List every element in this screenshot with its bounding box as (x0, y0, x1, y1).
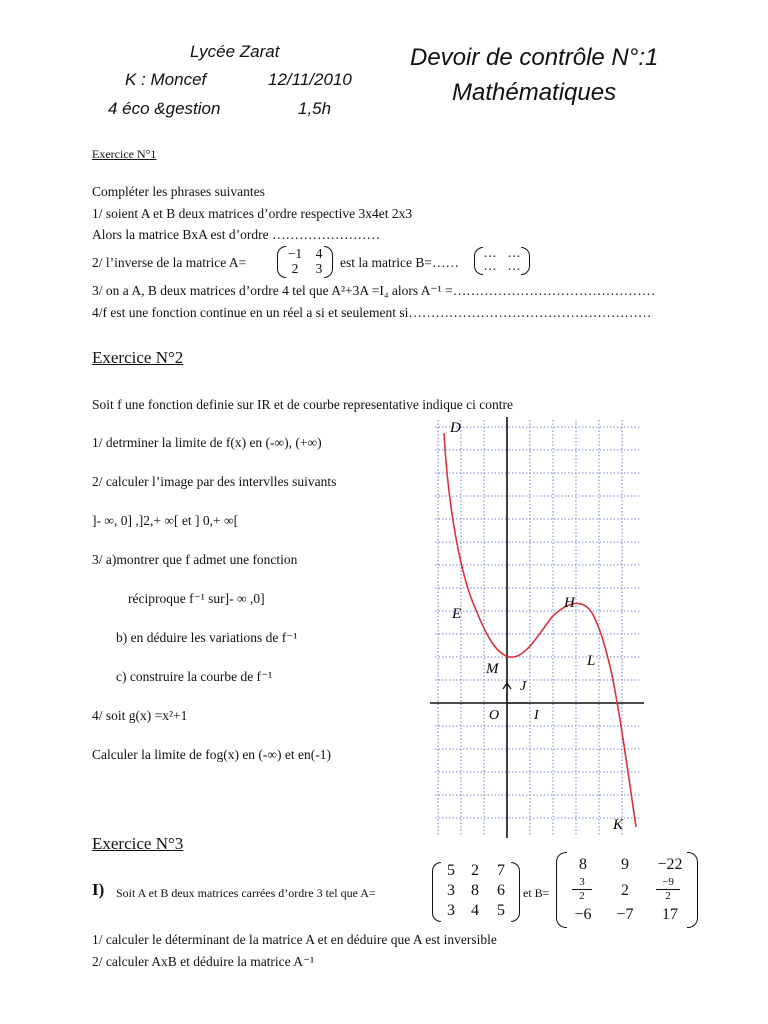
matrix-a3-cell: 5 (447, 862, 455, 879)
point-label-m: M (486, 661, 499, 677)
matrix-a-cell: −1 (287, 246, 303, 261)
matrix-b3-cell: 8 (579, 856, 587, 873)
matrix-b3-cell: −7 (616, 906, 634, 923)
exercise-1-q1a: 1/ soient A et B deux matrices d’ordre respective 3x4et 2x3 (92, 206, 413, 221)
exercise-2-heading: Exercice N°2 (92, 348, 184, 367)
matrix-a3-cell: 3 (447, 902, 455, 919)
teacher-name: K : Moncef (125, 70, 207, 89)
matrix-a-cell: 2 (291, 261, 299, 276)
matrix-a3-cell: 2 (471, 862, 479, 879)
point-label-i: I (534, 708, 539, 723)
matrix-b-cell: … (483, 258, 497, 273)
point-label-d: D (450, 420, 461, 436)
matrix-a3-cell: 3 (447, 882, 455, 899)
point-label-k: K (613, 817, 624, 833)
matrix-b3-cell: −6 (574, 906, 592, 923)
matrix-b3-cell: 9 (621, 856, 629, 873)
function-graph (430, 415, 645, 840)
exercise-2-q2: 2/ calculer l’image par des intervlles suivants (92, 474, 337, 489)
exercise-3-q1: 1/ calculer le déterminant de la matrice A et en déduire que A est inversible (92, 932, 497, 947)
point-label-e: E (452, 606, 462, 622)
and-b-label: et B= (523, 886, 550, 900)
matrix-a3-cell: 6 (497, 882, 505, 899)
exam-duration: 1,5h (298, 99, 332, 118)
exam-title: Devoir de contrôle N°:1 (410, 44, 659, 71)
fraction-denominator: 2 (656, 889, 680, 903)
matrix-b-cell: … (507, 245, 521, 260)
matrix-a-cell: 3 (315, 261, 323, 276)
matrix-a3-cell: 4 (471, 902, 479, 919)
class-name: 4 éco &gestion (108, 99, 221, 118)
point-label-j: J (520, 679, 527, 694)
matrix-b-3x3 (556, 852, 698, 928)
exercise-2-q3c: c) construire la courbe de f⁻¹ (116, 669, 273, 684)
matrix-a3-cell: 8 (471, 882, 479, 899)
matrix-b3-cell: −22 (657, 856, 683, 873)
function-curve (444, 433, 636, 827)
matrix-b3-fraction (572, 876, 592, 903)
exam-subject: Mathématiques (452, 79, 617, 106)
fraction-denominator: 2 (572, 889, 592, 903)
matrix-a-3x3 (432, 862, 520, 922)
school-name: Lycée Zarat (190, 42, 280, 61)
exercise-1-q1b: Alors la matrice BxA est d’ordre …………………… (92, 227, 380, 242)
exercise-3-q2: 2/ calculer AxB et déduire la matrice A⁻¹ (92, 954, 315, 969)
exercise-2-intro: Soit f une fonction definie sur IR et de courbe representative indique ci contre (92, 397, 513, 412)
part-one-label: I) (92, 880, 105, 899)
exercise-2-q3a: 3/ a)montrer que f admet une fonction (92, 552, 298, 567)
matrix-b-cell: … (483, 245, 497, 260)
matrix-a3-cell: 7 (497, 862, 505, 879)
matrix-a-2x2 (277, 246, 333, 278)
exercise-2-q4b: Calculer la limite de fog(x) en (-∞) et en(-1) (92, 747, 332, 762)
origin-label-o: O (489, 708, 500, 723)
point-label-h: H (564, 595, 575, 611)
fraction-numerator: −9 (662, 876, 674, 888)
exercise-1-intro: Compléter les phrases suivantes (92, 184, 265, 199)
fraction-numerator: 3 (579, 876, 585, 888)
matrix-b3-fraction (656, 876, 680, 903)
exercise-1-q2: 2/ l’inverse de la matrice A= (92, 255, 247, 270)
matrix-b3-cell: 17 (662, 906, 678, 923)
matrix-a3-cell: 5 (497, 902, 505, 919)
exercise-2-q3b: b) en déduire les variations de f⁻¹ (116, 630, 298, 645)
matrix-b-cell: … (507, 258, 521, 273)
exercise-1-q3: 3/ on a A, B deux matrices d’ordre 4 tel que A²+3A =I₄ alors A⁻¹ =……………………………………… (92, 283, 656, 298)
graph-grid (435, 420, 640, 835)
matrix-b-2x2 (474, 247, 530, 275)
exercise-1-heading: Exercice N°1 (92, 147, 157, 161)
exercise-2-q2b: ]- ∞, 0] ,]2,+ ∞[ et ] 0,+ ∞[ (92, 513, 239, 528)
exam-date: 12/11/2010 (268, 70, 352, 89)
exercise-1-q4: 4/f est une fonction continue en un réel a si et seulement si……………………………………………… (92, 305, 652, 320)
matrix-a-cell: 4 (315, 246, 323, 261)
exercise-2-q4: 4/ soit g(x) =x²+1 (92, 708, 188, 723)
exercise-2-q1: 1/ detrminer la limite de f(x) en (-∞), (+∞) (92, 435, 322, 450)
exercise-3-intro: Soit A et B deux matrices carrées d’ordre 3 tel que A= (116, 886, 376, 900)
exercise-3-heading: Exercice N°3 (92, 834, 184, 853)
exercise-1-q2-mid: est la matrice B=…… (340, 255, 459, 270)
exercise-2-q3a2: réciproque f⁻¹ sur]- ∞ ,0] (128, 591, 265, 606)
matrix-b3-cell: 2 (621, 882, 629, 899)
point-label-l: L (587, 653, 596, 669)
